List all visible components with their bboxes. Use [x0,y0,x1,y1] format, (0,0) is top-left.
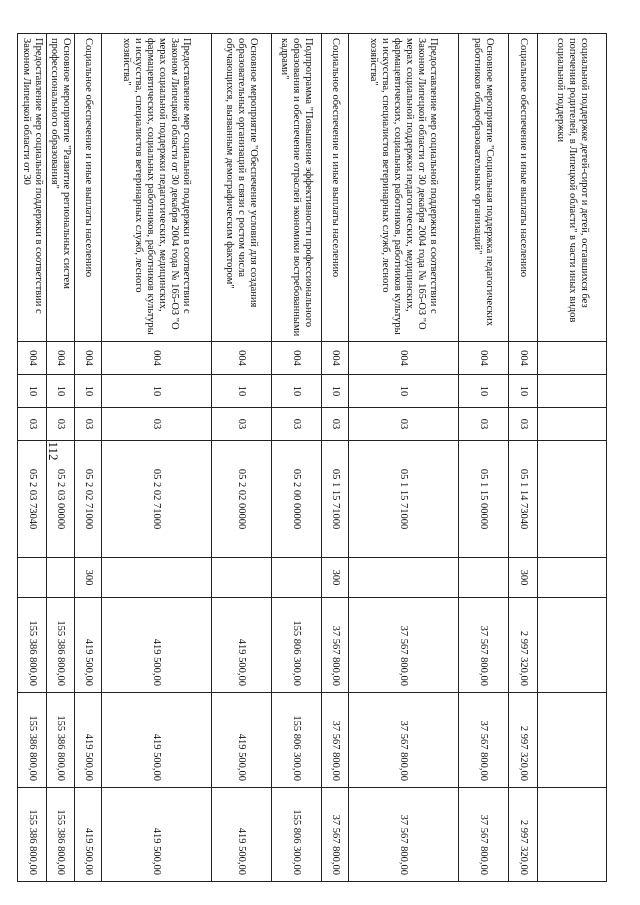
row-expense-type: 300 [322,558,349,598]
row-expense-type: 300 [509,558,538,598]
row-section: 10 [102,375,212,408]
row-code: 004 [47,342,75,375]
row-name: Основное мероприятие "Развитие региональных систем профессионального образования" [47,34,75,342]
row-section: 10 [18,375,47,408]
table-row [47,34,75,882]
row-value-3: 155 386 800,00 [47,788,75,882]
row-value-3: 155 806 300,00 [272,788,322,882]
row-subsection: 03 [47,408,75,441]
row-section: 10 [75,375,102,408]
row-code: 004 [212,342,272,375]
row-name: Основное мероприятие "Обеспечение условий для создания образовательных организаций в связи с ростом числа обучающихся, вызванным демографическим фактором" [212,34,272,342]
row-value-3: 419 500,00 [212,788,272,882]
row-name: Предоставление мер социальной поддержки в соответствии с Законом Липецкой области от 30 декабря 2004 года № 165-ОЗ "О мерах социальной поддержки педагогических, медицинских, фармацевтических, социальных работников, работников культуры и искусства, специалистов ветеринарных служб, лесного хозяйства" [102,34,212,342]
row-code: 004 [102,342,212,375]
row-value-2: 419 500,00 [102,693,212,788]
row-section: 10 [322,375,349,408]
row-subsection: 03 [459,408,509,441]
table-row [18,34,47,882]
row-target-article: 05 1 15 71000 [322,441,349,558]
row-subsection: 03 [102,408,212,441]
row-code: 004 [18,342,47,375]
row-expense-type [47,558,75,598]
row-value-1: 155 386 800,00 [18,598,47,693]
row-code: 004 [459,342,509,375]
row-section: 10 [47,375,75,408]
row-name: Основное мероприятие "Социальная поддержка педагогических работников общеобразовательных организаций" [459,34,509,342]
row-value-1: 419 500,00 [102,598,212,693]
budget-table [17,33,607,882]
row-code: 004 [509,342,538,375]
row-code: 004 [272,342,322,375]
row-code [538,342,607,375]
table-row [212,34,272,882]
row-subsection: 03 [509,408,538,441]
row-target-article: 05 2 00 00000 [272,441,322,558]
row-section: 10 [509,375,538,408]
row-name: Подпрограмма "Повышение эффективности профессионального образования и обеспечение отраслей экономики востребованными кадрами" [272,34,322,342]
row-subsection: 03 [212,408,272,441]
row-section: 10 [212,375,272,408]
row-subsection [538,408,607,441]
page-number: 112 [46,441,61,461]
row-target-article: 05 1 15 00000 [459,441,509,558]
row-subsection: 03 [349,408,459,441]
row-name: Социальное обеспечение и иные выплаты населению [322,34,349,342]
row-value-3: 37 567 800,00 [322,788,349,882]
table-row [102,34,212,882]
row-expense-type [459,558,509,598]
row-section: 10 [272,375,322,408]
row-target-article: 05 1 14 73040 [509,441,538,558]
row-value-2: 155 806 300,00 [272,693,322,788]
row-expense-type [349,558,459,598]
row-value-2: 155 386 800,00 [47,693,75,788]
table-row [322,34,349,882]
row-value-3: 2 997 320,00 [509,788,538,882]
row-target-article: 05 1 15 71000 [349,441,459,558]
row-target-article: 05 2 03 00000 [47,441,75,558]
row-subsection: 03 [322,408,349,441]
row-code: 004 [75,342,102,375]
row-expense-type [102,558,212,598]
row-value-2: 37 567 800,00 [322,693,349,788]
row-name: социальной поддержке детей-сирот и детей, оставшихся без попечения родителей, в Липецкой области" в части иных видов социальной поддержки [538,34,607,342]
row-value-3: 37 567 800,00 [459,788,509,882]
row-name: Социальное обеспечение и иные выплаты населению [75,34,102,342]
row-value-2: 2 997 320,00 [509,693,538,788]
row-code: 004 [349,342,459,375]
row-value-2 [538,693,607,788]
row-value-1: 37 567 800,00 [459,598,509,693]
table-row [75,34,102,882]
table-row [538,34,607,882]
row-target-article [538,441,607,558]
row-target-article: 05 2 02 71000 [102,441,212,558]
row-value-1: 155 386 800,00 [47,598,75,693]
row-value-1: 37 567 800,00 [322,598,349,693]
row-target-article: 05 2 02 00000 [212,441,272,558]
row-subsection: 03 [75,408,102,441]
row-expense-type: 300 [75,558,102,598]
table-row [459,34,509,882]
row-value-2: 37 567 800,00 [459,693,509,788]
row-value-1 [538,598,607,693]
row-value-1: 419 500,00 [212,598,272,693]
row-section: 10 [349,375,459,408]
row-name: Предоставление мер социальной поддержки в соответствии с Законом Липецкой области от 30 [18,34,47,342]
row-subsection: 03 [18,408,47,441]
row-value-3: 37 567 800,00 [349,788,459,882]
row-name: Социальное обеспечение и иные выплаты населению [509,34,538,342]
row-target-article: 05 2 03 73040 [18,441,47,558]
row-subsection: 03 [272,408,322,441]
row-target-article: 05 2 02 71000 [75,441,102,558]
row-value-1: 2 997 320,00 [509,598,538,693]
row-section: 10 [459,375,509,408]
row-expense-type [538,558,607,598]
row-value-2: 155 386 800,00 [18,693,47,788]
row-code: 004 [322,342,349,375]
row-value-1: 419 500,00 [75,598,102,693]
row-name: Предоставление мер социальной поддержки в соответствии с Законом Липецкой области от 30 декабря 2004 года № 165-ОЗ "О мерах социальной поддержки педагогических, медицинских, фармацевтических, социальных работников, работников культуры и искусства, специалистов ветеринарных служб, лесного хозяйства" [349,34,459,342]
row-value-3: 155 386 800,00 [18,788,47,882]
row-expense-type [18,558,47,598]
table-row [509,34,538,882]
row-value-2: 419 500,00 [212,693,272,788]
row-value-3: 419 500,00 [102,788,212,882]
row-expense-type [272,558,322,598]
row-value-3: 419 500,00 [75,788,102,882]
table-row [272,34,322,882]
row-section [538,375,607,408]
row-expense-type [212,558,272,598]
row-value-1: 155 806 300,00 [272,598,322,693]
row-value-1: 37 567 800,00 [349,598,459,693]
row-value-2: 37 567 800,00 [349,693,459,788]
table-row [349,34,459,882]
row-value-3 [538,788,607,882]
row-value-2: 419 500,00 [75,693,102,788]
